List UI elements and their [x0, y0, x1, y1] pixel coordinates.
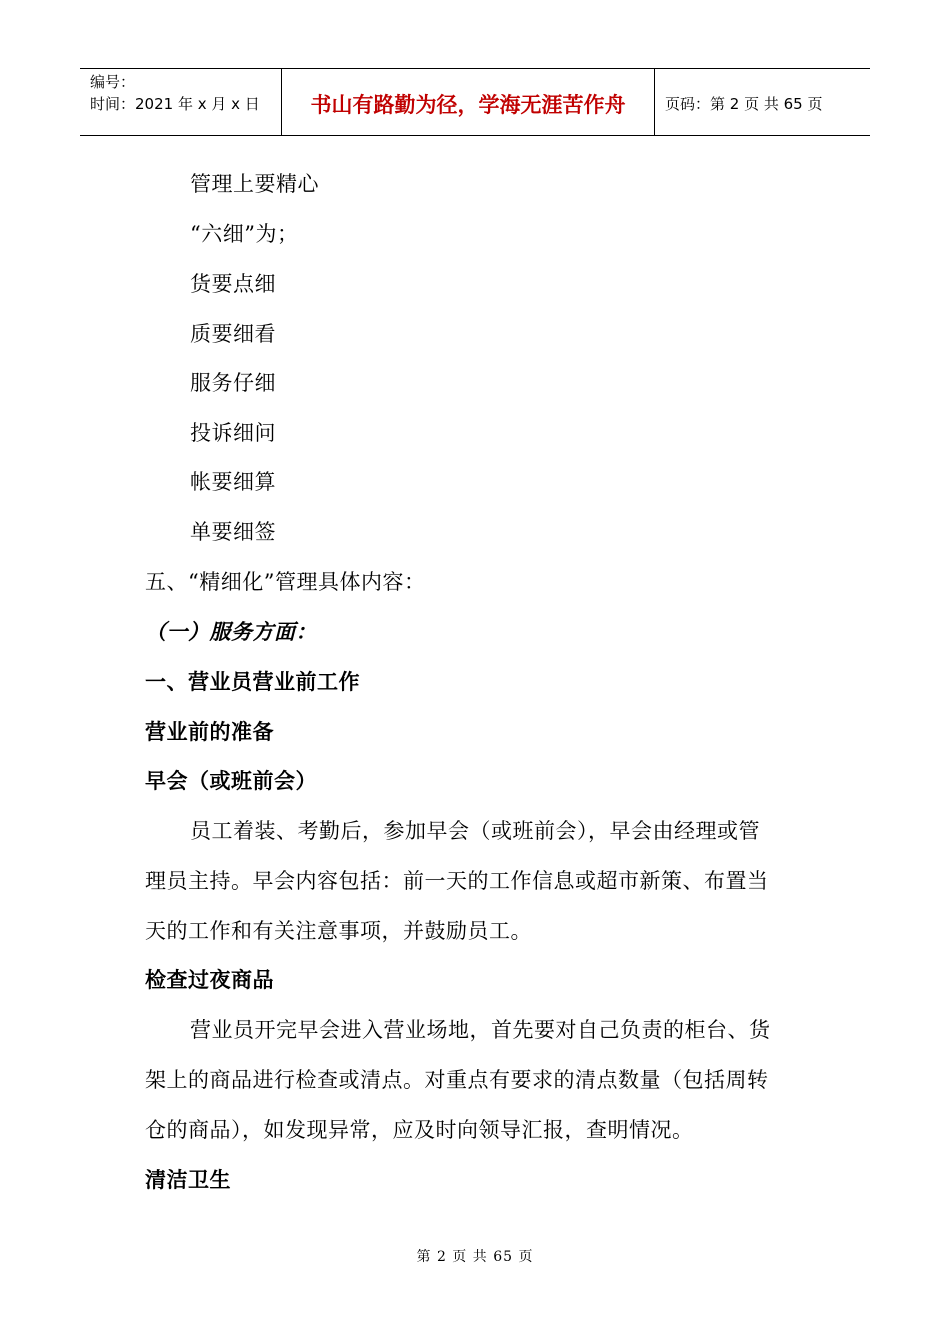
paragraph-line: 理员主持。早会内容包括：前一天的工作信息或超市新策、布置当 [145, 869, 769, 893]
heading-3: 早会（或班前会） [145, 769, 317, 793]
paragraph-line: 天的工作和有关注意事项，并鼓励员工。 [145, 919, 532, 943]
heading-3: 清洁卫生 [145, 1168, 231, 1192]
document-date: 时间：2021 年 x 月 x 日 [90, 95, 260, 113]
paragraph-line: 营业员开完早会进入营业场地，首先要对自己负责的柜台、货 [190, 1018, 771, 1042]
page-header [80, 68, 870, 136]
text-line: 货要点细 [190, 272, 276, 296]
subsection-heading: （一）服务方面： [145, 620, 317, 644]
text-line: 单要细签 [190, 520, 276, 544]
text-line: 投诉细问 [190, 421, 276, 445]
page-footer: 第 2 页 共 65 页 [416, 1249, 534, 1265]
heading-1: 一、营业员营业前工作 [145, 670, 360, 694]
header-meta [80, 69, 282, 135]
document-number-label: 编号： [90, 73, 136, 91]
heading-2: 营业前的准备 [145, 720, 274, 744]
text-line: 质要细看 [190, 322, 276, 346]
paragraph-line: 员工着装、考勤后，参加早会（或班前会），早会由经理或管 [190, 819, 760, 843]
header-motto: 书山有路勤为径，学海无涯苦作舟 [282, 69, 655, 135]
paragraph-line: 仓的商品），如发现异常，应及时向领导汇报，查明情况。 [145, 1118, 694, 1142]
paragraph-line: 架上的商品进行检查或清点。对重点有要求的清点数量（包括周转 [145, 1068, 769, 1092]
text-line: 帐要细算 [190, 470, 276, 494]
heading-3: 检查过夜商品 [145, 968, 274, 992]
text-line: 管理上要精心 [190, 172, 319, 196]
header-page-info: 页码：第 2 页 共 65 页 [665, 94, 823, 113]
section-heading: 五、“精细化”管理具体内容： [145, 570, 426, 594]
text-line: 服务仔细 [190, 371, 276, 395]
text-line: “六细”为； [190, 222, 299, 246]
